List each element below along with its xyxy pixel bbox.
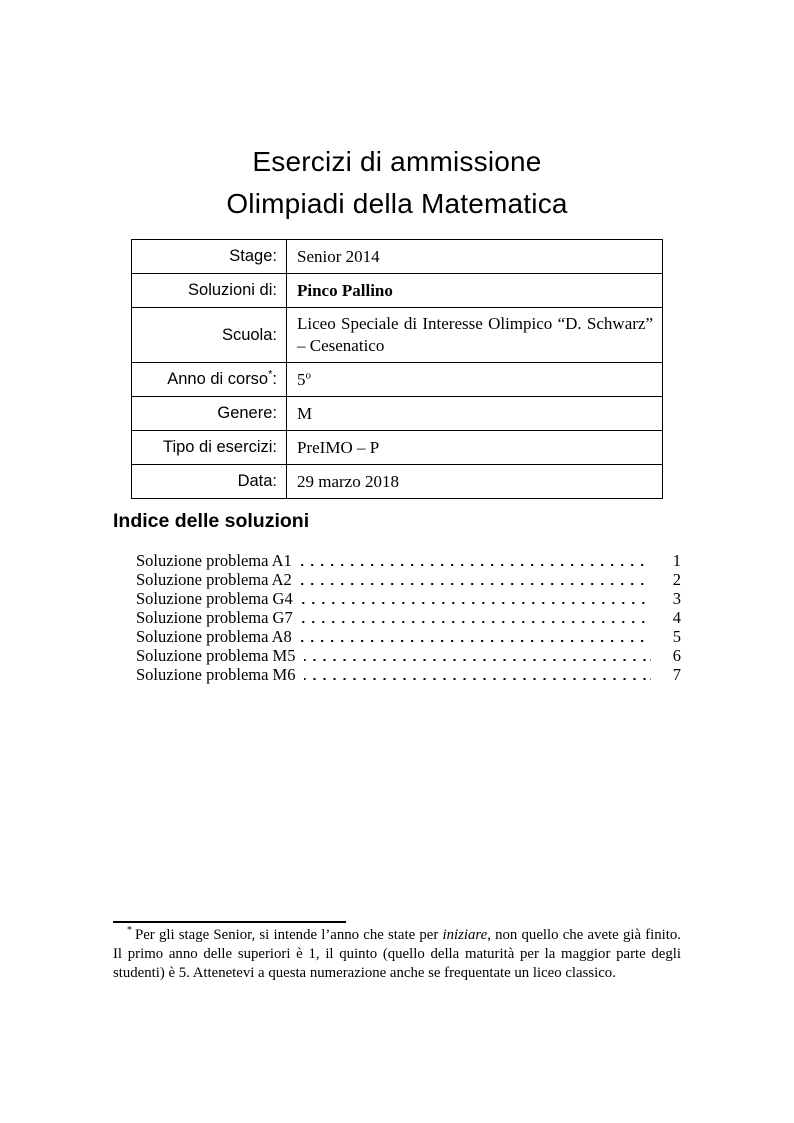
toc-dot-leader xyxy=(301,564,651,566)
toc-heading: Indice delle soluzioni xyxy=(113,510,310,532)
footnote-text-1: Per gli stage Senior, si intende l’anno che state per xyxy=(135,927,443,943)
toc-entry-label: Soluzione problema A1 xyxy=(136,551,292,570)
document-title-line2: Olimpiadi della Matematica xyxy=(226,188,568,219)
toc-dot-leader xyxy=(304,659,651,661)
toc-entry-label: Soluzione problema G4 xyxy=(136,589,293,608)
document-title-line1: Esercizi di ammissione xyxy=(252,146,542,177)
genere-value: M xyxy=(287,397,663,431)
genere-label: Genere: xyxy=(132,397,287,431)
footnote-rule xyxy=(113,921,346,923)
toc-entry-g7[interactable] xyxy=(136,608,681,627)
toc-entry-label: Soluzione problema M5 xyxy=(136,646,296,665)
toc-dot-leader xyxy=(302,602,651,604)
anno-di-corso-value-ordinal: o xyxy=(305,368,311,381)
toc-entry-page: 3 xyxy=(672,589,681,608)
toc-entry-a2[interactable] xyxy=(136,570,681,589)
anno-di-corso-label-asterisk: * xyxy=(268,368,273,381)
anno-di-corso-label xyxy=(132,363,287,397)
document-title xyxy=(0,141,794,225)
toc-entry-m6[interactable] xyxy=(136,665,681,684)
toc-entry-page: 6 xyxy=(672,646,681,665)
footnote-marker: * xyxy=(127,925,132,937)
toc-entry-label: Soluzione problema A8 xyxy=(136,627,292,646)
footnote xyxy=(113,926,681,982)
toc-dot-leader xyxy=(301,583,651,585)
data-label: Data: xyxy=(132,465,287,499)
table-row-anno-di-corso xyxy=(132,363,663,397)
table-row-tipo-di-esercizi xyxy=(132,431,663,465)
table-row-soluzioni-di xyxy=(132,274,663,308)
table-row-data xyxy=(132,465,663,499)
table-row-genere xyxy=(132,397,663,431)
stage-value: Senior 2014 xyxy=(287,240,663,274)
soluzioni-di-value: Pinco Pallino xyxy=(287,274,663,308)
scuola-value: Liceo Speciale di Interesse Olimpico “D. Schwarz” – Cesenatico xyxy=(287,308,663,363)
anno-di-corso-value xyxy=(287,363,663,397)
toc-entry-g4[interactable] xyxy=(136,589,681,608)
toc-entry-label: Soluzione problema M6 xyxy=(136,665,296,684)
toc-dot-leader xyxy=(301,640,651,642)
soluzioni-di-label: Soluzioni di: xyxy=(132,274,287,308)
anno-di-corso-value-number: 5 xyxy=(297,369,306,389)
stage-label: Stage: xyxy=(132,240,287,274)
toc-dot-leader xyxy=(302,621,651,623)
toc-entry-page: 2 xyxy=(672,570,681,589)
toc-entry-page: 4 xyxy=(672,608,681,627)
info-table xyxy=(131,239,663,499)
toc-entry-page: 5 xyxy=(672,627,681,646)
toc-dot-leader xyxy=(304,678,651,680)
table-row-scuola xyxy=(132,308,663,363)
toc-entry-page: 7 xyxy=(672,665,681,684)
toc-entry-a8[interactable] xyxy=(136,627,681,646)
tipo-di-esercizi-value: PreIMO – P xyxy=(287,431,663,465)
footnote-italic-word: iniziare xyxy=(442,927,488,943)
tipo-di-esercizi-label: Tipo di esercizi: xyxy=(132,431,287,465)
toc-entry-m5[interactable] xyxy=(136,646,681,665)
toc-entry-label: Soluzione problema G7 xyxy=(136,608,293,627)
toc-entry-a1[interactable] xyxy=(136,551,681,570)
toc-entry-page: 1 xyxy=(672,551,681,570)
toc-list xyxy=(136,551,681,684)
anno-di-corso-label-text: Anno di corso xyxy=(167,370,269,388)
table-row-stage xyxy=(132,240,663,274)
anno-di-corso-label-colon: : xyxy=(272,370,277,388)
toc-entry-label: Soluzione problema A2 xyxy=(136,570,292,589)
scuola-label: Scuola: xyxy=(132,308,287,363)
data-value: 29 marzo 2018 xyxy=(287,465,663,499)
footnote-text-2: , non quello che avete già finito. Il primo anno delle superiori è 1, il quinto (quello della maturità per la maggior parte degli studenti) è 5. Attenetevi a questa numerazione anche se frequentate un liceo classico. xyxy=(113,927,682,981)
